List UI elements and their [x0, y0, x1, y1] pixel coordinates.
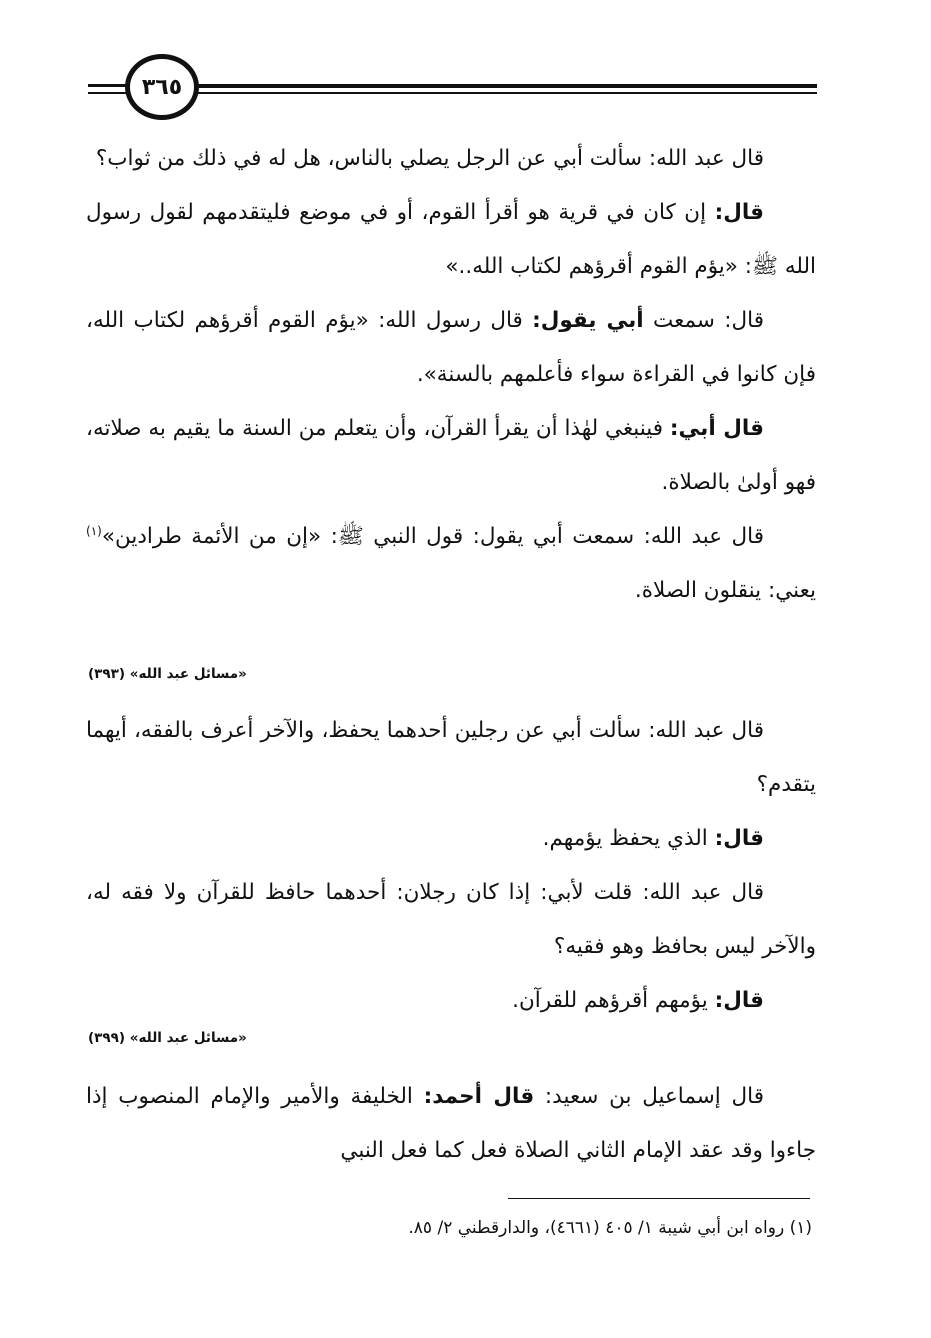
paragraph-text: قال: سمعت [643, 308, 764, 333]
footnote-marker[interactable]: (١) [86, 523, 102, 538]
header-rule [195, 84, 817, 88]
paragraph-text: فينبغي لهٰذا أن يقرأ القرآن، وأن يتعلم من السنة ما يقيم به صلاته، فهو أولىٰ بالصلاة. [86, 416, 816, 495]
footnote: (١) رواه ابن أبي شيبة ١/ ٤٠٥ (٤٦٦١)، والدارقطني ٢/ ٨٥. [408, 1218, 812, 1238]
section-2-text [86, 704, 816, 1028]
speaker-label: قال أبي: [669, 416, 764, 441]
paragraph-text: إن كان في قرية هو أقرأ القوم، أو في موضع فليتقدمهم لقول رسول الله ﷺ: «يؤم القوم أقرؤهم لكتاب الله..» [86, 200, 816, 279]
paragraph [86, 402, 816, 510]
paragraph [86, 974, 816, 1028]
paragraph-text: قال عبد الله: سألت أبي عن رجلين أحدهما يحفظ، والآخر أعرف بالفقه، أيهما يتقدم؟ [86, 718, 816, 797]
section-3-text [86, 1070, 816, 1178]
speaker-label: قال أحمد: [423, 1084, 535, 1109]
header-rule-left-thin [88, 92, 130, 94]
header-rule-left [88, 84, 130, 87]
speaker-label: قال: [714, 988, 764, 1013]
speaker-label: قال: [714, 200, 764, 225]
speaker-label: قال: [714, 826, 764, 851]
paragraph-text: قال رسول الله: «يؤم القوم أقرؤهم لكتاب الله، فإن كانوا في القراءة سواء فأعلمهم بالسنة». [86, 308, 816, 387]
footnote-separator [508, 1198, 810, 1199]
paragraph-text: يعني: ينقلون الصلاة. [634, 578, 816, 603]
paragraph-text: قال عبد الله: قلت لأبي: إذا كان رجلان: أحدهما حافظ للقرآن ولا فقه له، والآخر ليس بحافظ وهو فقيه؟ [86, 880, 816, 959]
paragraph-text: الذي يحفظ يؤمهم. [542, 826, 715, 851]
paragraph [86, 812, 816, 866]
paragraph [86, 866, 816, 974]
paragraph [86, 1070, 816, 1178]
paragraph-text: قال إسماعيل بن سعيد: [534, 1084, 764, 1109]
paragraph-text: يؤمهم أقرؤهم للقرآن. [512, 988, 715, 1013]
paragraph [86, 186, 816, 294]
source-citation: «مسائل عبد الله» (٣٩٩) [88, 1030, 247, 1046]
page-number: ٣٦٥ [125, 54, 199, 120]
source-citation: «مسائل عبد الله» (٣٩٣) [88, 666, 247, 682]
paragraph-text: قال عبد الله: سمعت أبي يقول: قول النبي ﷺ: «إن من الأئمة طرادين» [101, 524, 764, 549]
paragraph [86, 294, 816, 402]
section-1-text [86, 132, 816, 618]
paragraph-text: قال عبد الله: سألت أبي عن الرجل يصلي بالناس، هل له في ذلك من ثواب؟ [95, 146, 764, 171]
paragraph [86, 132, 816, 186]
speaker-label: أبي يقول: [532, 308, 644, 333]
paragraph [86, 704, 816, 812]
header-rule-thin [195, 92, 817, 94]
paragraph [86, 510, 816, 618]
paragraph-text: الخليفة والأمير والإمام المنصوب إذا جاءوا وقد عقد الإمام الثاني الصلاة فعل كما فعل النبي [86, 1084, 816, 1163]
